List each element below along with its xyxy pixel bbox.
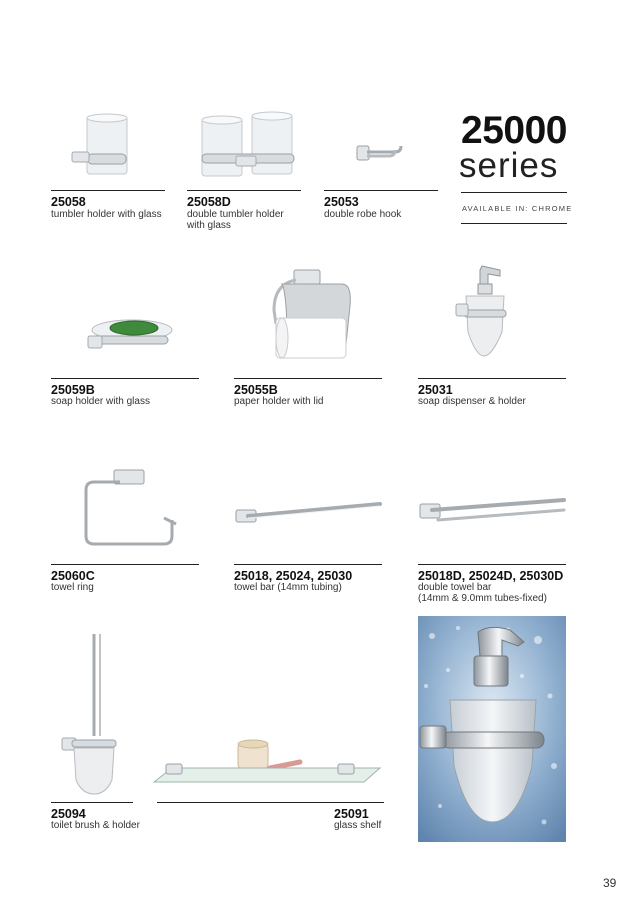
soap-dispenser-image — [452, 262, 512, 362]
product-divider — [418, 564, 566, 565]
product-description: glass shelf — [334, 820, 382, 831]
product-description: towel bar (14mm tubing) — [234, 582, 342, 593]
product-description: double robe hook — [324, 209, 402, 220]
product-code: 25060C — [51, 569, 95, 583]
towel-ring-image — [80, 466, 180, 548]
soap-dispenser-photo — [418, 616, 566, 842]
product-description: double towel bar — [418, 582, 492, 593]
double-towel-bar-image — [418, 494, 568, 534]
robe-hook-image — [355, 138, 405, 168]
product-divider — [51, 564, 199, 565]
product-code: 25058D — [187, 195, 231, 209]
product-code: 25018D, 25024D, 25030D — [418, 569, 564, 583]
product-divider — [51, 378, 199, 379]
towel-bar-image — [234, 496, 384, 532]
product-description: double tumbler holder — [187, 209, 284, 220]
product-code: 25091 — [334, 807, 369, 821]
product-divider — [418, 378, 566, 379]
series-title: series — [459, 146, 559, 185]
series-divider-bottom — [461, 223, 567, 224]
product-description: towel ring — [51, 582, 94, 593]
product-description-line2: (14mm & 9.0mm tubes-fixed) — [418, 593, 547, 604]
series-divider-top — [461, 192, 567, 193]
availability-label: AVAILABLE IN: CHROME — [462, 204, 573, 213]
product-divider — [234, 564, 382, 565]
product-divider — [234, 378, 382, 379]
product-description: paper holder with lid — [234, 396, 324, 407]
soap-holder-image — [84, 314, 174, 358]
product-code: 25094 — [51, 807, 86, 821]
tumbler-holder-image — [62, 108, 162, 184]
product-description: soap dispenser & holder — [418, 396, 526, 407]
product-divider — [187, 190, 301, 191]
product-description: toilet brush & holder — [51, 820, 140, 831]
product-divider — [51, 190, 165, 191]
product-description-line2: with glass — [187, 220, 231, 231]
double-tumbler-holder-image — [196, 108, 300, 186]
product-divider — [324, 190, 438, 191]
toilet-brush-image — [60, 630, 124, 796]
product-description: soap holder with glass — [51, 396, 150, 407]
product-code: 25031 — [418, 383, 453, 397]
product-code: 25055B — [234, 383, 278, 397]
glass-shelf-image — [152, 738, 384, 788]
product-code: 25018, 25024, 25030 — [234, 569, 353, 583]
product-divider — [51, 802, 133, 803]
product-code: 25053 — [324, 195, 359, 209]
paper-holder-image — [266, 266, 362, 366]
page-number: 39 — [603, 876, 617, 890]
product-divider — [157, 802, 384, 803]
product-code: 25059B — [51, 383, 95, 397]
series-number: 25000 — [461, 109, 567, 152]
product-code: 25058 — [51, 195, 86, 209]
product-description: tumbler holder with glass — [51, 209, 162, 220]
